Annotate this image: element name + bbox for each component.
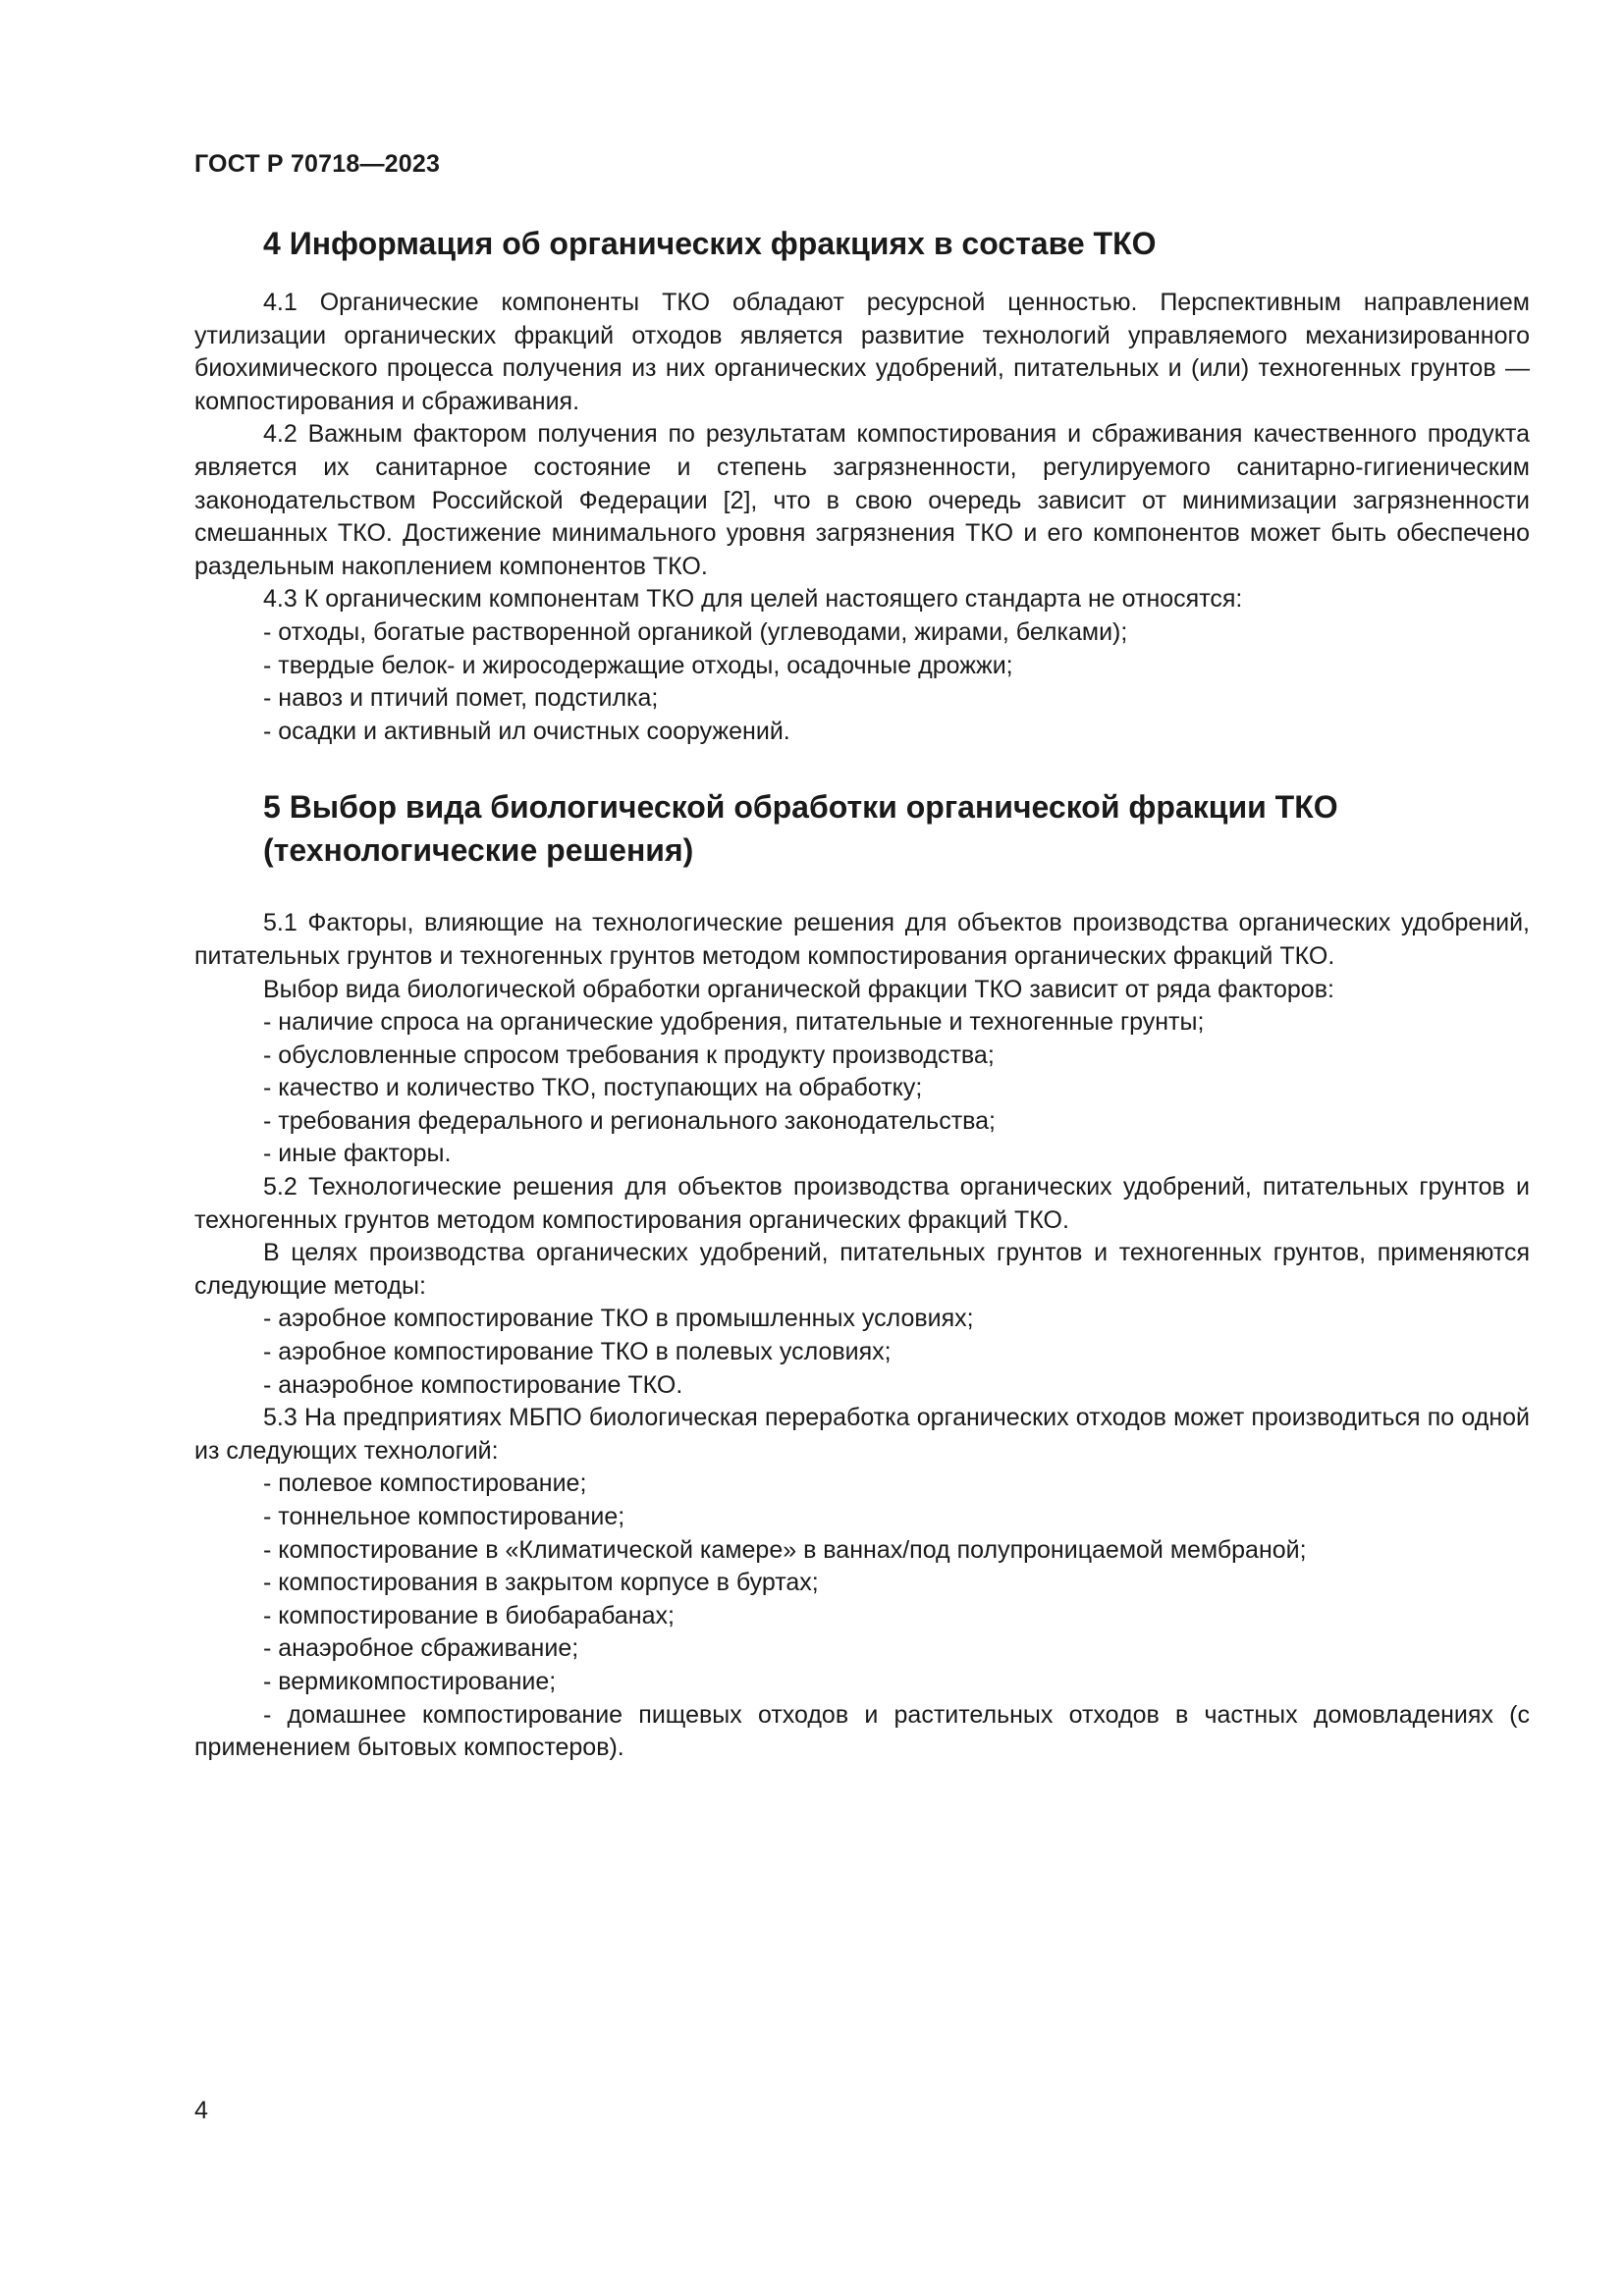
paragraph-5-1-choice: Выбор вида биологической обработки органической фракции ТКО зависит от ряда факторов: (263, 975, 1334, 1003)
list-item: - твердые белок- и жиросодержащие отходы, осадочные дрожжи; (263, 651, 1013, 679)
list-item: - вермикомпостирование; (263, 1667, 557, 1695)
paragraph-5-2-methods: В целях производства органических удобрений, питательных грунтов и техногенных грунтов, применяются следующие методы: (194, 1239, 1530, 1300)
list-item: - навоз и птичий помет, подстилка; (263, 684, 659, 713)
list-item: - компостирования в закрытом корпусе в буртах; (263, 1569, 819, 1597)
list-item: - тоннельное компостирование; (263, 1503, 625, 1530)
paragraph-5-2: 5.2 Технологические решения для объектов производства органических удобрений, питательных грунтов и техногенных грунтов методом компостирования органических фракций ТКО. (194, 1173, 1530, 1234)
list-item-last: - домашнее компостирование пищевых отходов и растительных отходов в частных домовладениях (с применением бытовых компостеров). (194, 1700, 1530, 1762)
list-item: - аэробное компостирование ТКО в полевых условиях; (263, 1338, 892, 1366)
document-header: ГОСТ Р 70718—2023 (194, 150, 441, 178)
list-item: - иные факторы. (263, 1140, 452, 1168)
paragraph-4-1: 4.1 Органические компоненты ТКО обладают ресурсной ценностью. Перспективным направлением утилизации органических фракций отходов является развитие технологий управляемого механизированного биохимического процесса получения из них органических удобрений, питательных и (или) техногенных грунтов — компостирования и сбраживания. (194, 289, 1530, 415)
list-item: - наличие спроса на органические удобрения, питательные и техногенные грунты; (263, 1008, 1205, 1037)
paragraph-4-2: 4.2 Важным фактором получения по результатам компостирования и сбраживания качественного продукта является их санитарное состояние и степень загрязненности, регулируемого санитарно-гигиеническим законодательством Российской Федерации [2], что в свою очередь зависит от минимизации загрязненности смешанных ТКО. Достижение минимального уровня загрязнения ТКО и его компонентов может быть обеспечено раздельным накоплением компонентов ТКО. (194, 420, 1530, 580)
list-item: - компостирование в «Климатической камере» в ваннах/под полупроницаемой мембраной; (263, 1535, 1307, 1564)
list-item: - требования федерального и регионального законодательства; (263, 1106, 996, 1135)
paragraph-5-3: 5.3 На предприятиях МБПО биологическая переработка органических отходов может производиться по одной из следующих технологий: (194, 1404, 1530, 1465)
list-item: - отходы, богатые растворенной органикой (углеводами, жирами, белками); (263, 617, 1128, 646)
list-item: - качество и количество ТКО, поступающих на обработку; (263, 1074, 923, 1102)
paragraph-5-1: 5.1 Факторы, влияющие на технологические решения для объектов производства органических удобрений, питательных грунтов и техногенных грунтов методом компостирования органических фракций ТКО. (194, 909, 1530, 970)
list-item: - аэробное компостирование ТКО в промышленных условиях; (263, 1305, 974, 1333)
list-item: - анаэробное сбраживание; (263, 1634, 579, 1663)
list-item: - анаэробное компостирование ТКО. (263, 1370, 683, 1399)
page-content (194, 222, 1530, 1765)
section-4-title: 4 Информация об органических фракциях в составе ТКО (263, 226, 1157, 261)
list-item: - компостирование в биобарабанах; (263, 1601, 675, 1629)
list-item: - обусловленные спросом требования к продукту производства; (263, 1041, 995, 1069)
page-number: 4 (194, 2097, 208, 2124)
list-item: - полевое компостирование; (263, 1469, 587, 1498)
section-5-title: 5 Выбор вида биологической обработки органической фракции ТКО (технологические решения) (263, 789, 1338, 869)
paragraph-4-3: 4.3 К органическим компонентам ТКО для целей настоящего стандарта не относятся: (263, 585, 1243, 614)
list-item: - осадки и активный ил очистных сооружений. (263, 717, 790, 745)
